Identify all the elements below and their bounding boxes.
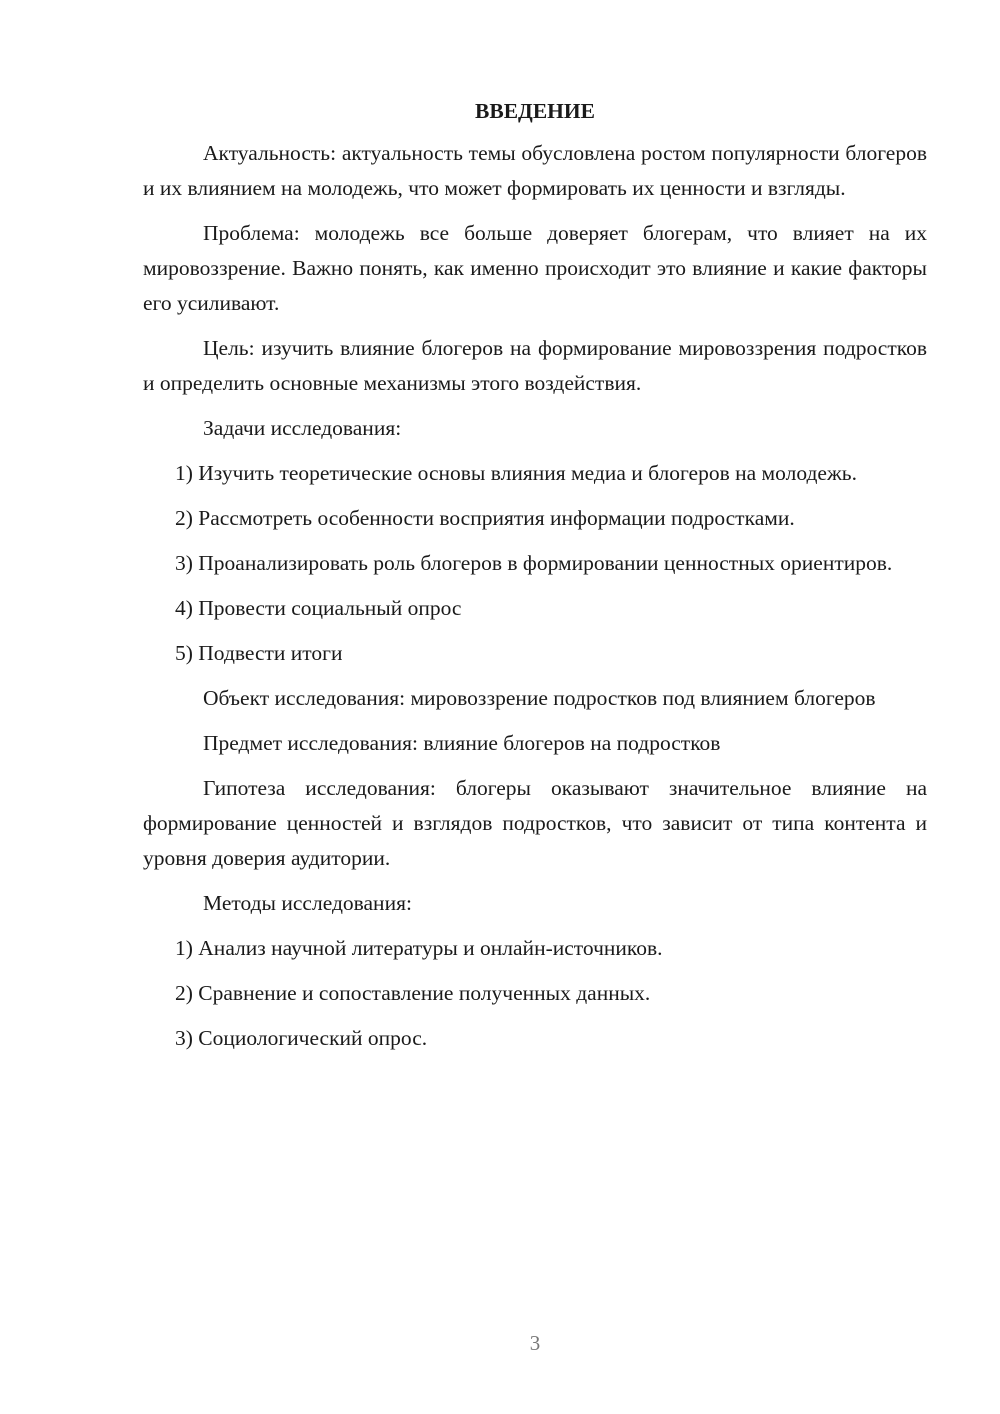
document-page (143, 94, 927, 1066)
page-number: 3 (529, 1331, 541, 1355)
page-title: ВВЕДЕНИЕ (475, 99, 595, 123)
task-item-5: 5) Подвести итоги (175, 641, 343, 665)
task-item-4: 4) Провести социальный опрос (175, 596, 462, 620)
paragraph-goal: Цель: изучить влияние блогеров на формирование мировоззрения подростков и определить основные механизмы этого воздействия. (143, 336, 927, 395)
task-item-1: 1) Изучить теоретические основы влияния медиа и блогеров на молодежь. (175, 461, 857, 485)
method-item-1: 1) Анализ научной литературы и онлайн-источников. (175, 936, 663, 960)
paragraph-problem: Проблема: молодежь все больше доверяет блогерам, что влияет на их мировоззрение. Важно понять, как именно происходит это влияние и какие факторы его усиливают. (143, 221, 927, 315)
paragraph-relevance: Актуальность: актуальность темы обусловлена ростом популярности блогеров и их влиянием на молодежь, что может формировать их ценности и взгляды. (143, 141, 927, 200)
task-item-3: 3) Проанализировать роль блогеров в формировании ценностных ориентиров. (175, 551, 893, 575)
paragraph-methods-heading: Методы исследования: (203, 891, 412, 915)
paragraph-object: Объект исследования: мировоззрение подростков под влиянием блогеров (203, 686, 876, 710)
paragraph-tasks-heading: Задачи исследования: (203, 416, 402, 440)
method-item-2: 2) Сравнение и сопоставление полученных данных. (175, 981, 651, 1005)
task-item-2: 2) Рассмотреть особенности восприятия информации подростками. (175, 506, 795, 530)
method-item-3: 3) Социологический опрос. (175, 1026, 428, 1050)
paragraph-hypothesis: Гипотеза исследования: блогеры оказывают значительное влияние на формирование ценностей и взглядов подростков, что зависит от типа контента и уровня доверия аудитории. (143, 776, 927, 870)
paragraph-subject: Предмет исследования: влияние блогеров на подростков (203, 731, 721, 755)
